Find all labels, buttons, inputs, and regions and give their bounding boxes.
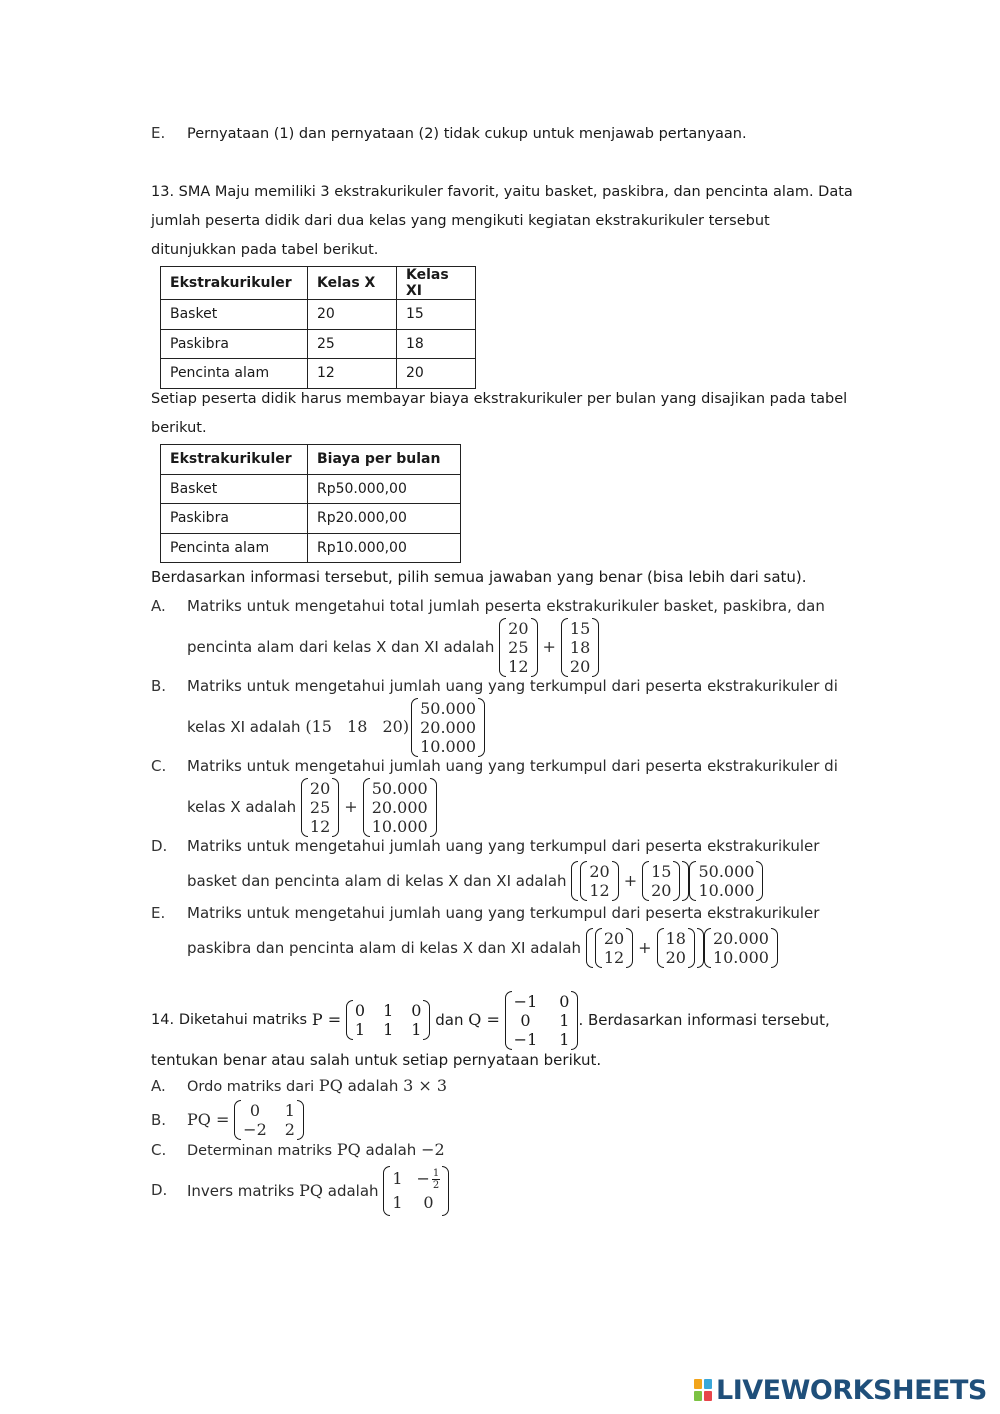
q14-option-c-text xyxy=(187,1140,445,1161)
plus-operator: + xyxy=(542,637,556,656)
matrix xyxy=(704,928,778,968)
q13-intro-text-1: SMA Maju memiliki 3 ekstrakurikuler favorit, yaitu basket, paskibra, dan pencinta alam. Data xyxy=(178,184,853,200)
table-row xyxy=(161,359,476,389)
q13-option-a-label: A. xyxy=(151,597,166,615)
matrix xyxy=(657,928,695,968)
matrix-cell: 20 xyxy=(589,862,610,881)
q13-middle-line-1: Setiap peserta didik harus membayar biaya ekstrakurikuler per bulan yang disajikan pada tabel xyxy=(151,391,848,407)
q13-option-a-text: pencinta alam dari kelas X dan XI adalah xyxy=(187,638,495,656)
matrix-p xyxy=(346,1000,431,1040)
q14-option-a-label: A. xyxy=(151,1077,166,1095)
matrix-cell: 18 xyxy=(665,929,686,948)
table-header-cell: Ekstrakurikuler xyxy=(161,267,308,300)
table-cell: Pencinta alam xyxy=(161,533,308,563)
table-row xyxy=(161,300,476,330)
table-cell: 20 xyxy=(397,359,476,389)
matrix-cell: 50.000 xyxy=(420,698,477,718)
matrix-q xyxy=(505,991,579,1050)
matrix-cell: −1 xyxy=(513,1029,538,1049)
q14-option-d-text xyxy=(187,1166,449,1216)
matrix-cell: 20 xyxy=(309,778,331,798)
q14-text-b: . Berdasarkan informasi tersebut, xyxy=(578,1011,830,1029)
matrix xyxy=(580,861,618,901)
q13-intro-line-3: ditunjukkan pada tabel berikut. xyxy=(151,242,379,258)
q13-option-b-text: kelas XI adalah xyxy=(187,718,301,736)
table-row xyxy=(161,533,461,563)
matrix-cell: 1 xyxy=(392,1169,403,1188)
matrix-cell: 0 xyxy=(423,1193,434,1212)
matrix-cell: 0 xyxy=(559,991,570,1011)
table-cell: 20 xyxy=(308,300,397,330)
q13-option-d-line2 xyxy=(187,860,763,902)
matrix xyxy=(595,928,633,968)
matrix-cell: 10.000 xyxy=(712,948,769,967)
table-cell: 18 xyxy=(397,329,476,359)
table-header-cell: Kelas XI xyxy=(397,267,476,300)
table-row xyxy=(161,504,461,534)
row-matrix: (15 18 20) xyxy=(305,717,410,736)
matrix xyxy=(301,778,339,837)
matrix-cell: 12 xyxy=(603,948,625,967)
fraction-denominator: 2 xyxy=(432,1179,440,1191)
q14-intro-line-2: tentukan benar atau salah untuk setiap pernyataan berikut. xyxy=(151,1051,602,1069)
table-header-row xyxy=(161,445,461,475)
q14-p-label: P = xyxy=(311,1010,342,1029)
q13-option-b-line1: Matriks untuk mengetahui jumlah uang yang terkumpul dari peserta ekstrakurikuler di xyxy=(187,677,838,695)
q13-option-d-text: basket dan pencinta alam di kelas X dan XI adalah xyxy=(187,872,567,890)
q14-option-a-text xyxy=(187,1076,447,1097)
q14-intro-line-1 xyxy=(151,990,830,1050)
matrix-cell: 25 xyxy=(309,797,331,817)
q14-option-d-label: D. xyxy=(151,1181,168,1199)
matrix-cell: 12 xyxy=(508,656,529,676)
matrix-cell: 1 xyxy=(392,1193,403,1212)
table-header-cell: Kelas X xyxy=(308,267,397,300)
matrix xyxy=(234,1100,304,1140)
logo-squares-icon xyxy=(694,1379,712,1401)
matrix-cell: 1 xyxy=(354,1020,366,1039)
prev-option-label: E. xyxy=(151,124,166,142)
matrix-cell: 10.000 xyxy=(698,881,755,900)
table-cell: Rp50.000,00 xyxy=(308,474,461,504)
matrix-cell: 50.000 xyxy=(371,778,428,798)
table-cell: 12 xyxy=(308,359,397,389)
q14-option-d-text-2: adalah xyxy=(327,1182,379,1200)
matrix-cell: 1 xyxy=(559,1029,570,1049)
q13-option-a-line2 xyxy=(187,618,599,676)
q13-intro-line-2: jumlah peserta didik dari dua kelas yang mengikuti kegiatan ekstrakurikuler tersebut xyxy=(151,213,770,229)
fraction xyxy=(432,1168,440,1191)
q14-option-d-math: PQ xyxy=(299,1181,323,1200)
matrix-cell: 1 xyxy=(411,1020,422,1039)
matrix xyxy=(499,618,537,677)
matrix-cell: 10.000 xyxy=(371,816,428,836)
table-header-row xyxy=(161,267,476,300)
table-cell: Basket xyxy=(161,474,308,504)
q14-option-a-math-2: 3 × 3 xyxy=(403,1076,448,1095)
q14-option-a-text-1: Ordo matriks dari xyxy=(187,1079,315,1095)
q13-middle-line-2: berikut. xyxy=(151,420,207,436)
fraction-numerator: 1 xyxy=(432,1167,440,1179)
matrix-cell: 0 xyxy=(411,1001,422,1020)
matrix-cell: 12 xyxy=(309,816,331,836)
q14-option-c-text-2: adalah xyxy=(365,1141,417,1159)
matrix-cell-fraction xyxy=(417,1167,441,1191)
q13-intro-line-1 xyxy=(151,182,853,202)
q13-option-e-line1: Matriks untuk mengetahui jumlah uang yang terkumpul dari peserta ekstrakurikuler xyxy=(187,904,820,922)
q14-option-a-text-2: adalah xyxy=(347,1077,399,1095)
matrix-cell: 1 xyxy=(383,1001,394,1020)
matrix xyxy=(642,861,680,901)
prev-option-text: Pernyataan (1) dan pernyataan (2) tidak cukup untuk menjawab pertanyaan. xyxy=(187,126,747,142)
q13-option-b-line2 xyxy=(187,698,485,756)
plus-operator: + xyxy=(623,871,638,890)
matrix-cell: 20 xyxy=(665,948,686,967)
q13-option-a-line1: Matriks untuk mengetahui total jumlah peserta ekstrakurikuler basket, paskibra, dan xyxy=(187,597,825,615)
q13-option-c-line2 xyxy=(187,778,437,836)
q13-participants-table xyxy=(160,266,476,389)
table-cell: Pencinta alam xyxy=(161,359,308,389)
q13-option-d-line1: Matriks untuk mengetahui jumlah uang yang terkumpul dari peserta ekstrakurikuler xyxy=(187,837,820,855)
matrix-cell: 20 xyxy=(508,618,529,638)
table-row xyxy=(161,474,461,504)
matrix-cell: 20.000 xyxy=(420,717,477,737)
matrix-cell: 25 xyxy=(508,637,529,657)
q13-option-c-label: C. xyxy=(151,757,167,775)
table-cell: Paskibra xyxy=(161,329,308,359)
matrix-cell: 20.000 xyxy=(371,797,428,817)
matrix xyxy=(363,778,437,837)
matrix-cell: 0 xyxy=(520,1010,531,1030)
q14-option-b-text xyxy=(187,1100,304,1140)
matrix-cell: −2 xyxy=(243,1120,267,1139)
matrix-cell: 1 xyxy=(559,1010,570,1030)
table-cell: 15 xyxy=(397,300,476,330)
matrix xyxy=(561,618,599,677)
q14-text-dan: dan xyxy=(435,1011,464,1029)
q14-option-c-label: C. xyxy=(151,1141,167,1159)
plus-operator: + xyxy=(344,797,358,816)
table-header-cell: Ekstrakurikuler xyxy=(161,445,308,475)
table-cell: Rp20.000,00 xyxy=(308,504,461,534)
q13-instruction: Berdasarkan informasi tersebut, pilih semua jawaban yang benar (bisa lebih dari satu). xyxy=(151,568,807,586)
matrix-cell: −1 xyxy=(513,991,538,1011)
matrix-cell: 10.000 xyxy=(420,736,477,756)
q13-option-c-line1: Matriks untuk mengetahui jumlah uang yang terkumpul dari peserta ekstrakurikuler di xyxy=(187,757,838,775)
matrix-cell: 18 xyxy=(569,637,591,657)
q14-text-a: Diketahui matriks xyxy=(178,1012,308,1028)
matrix-cell: 2 xyxy=(284,1120,295,1139)
table-cell: 25 xyxy=(308,329,397,359)
q14-option-b-math: PQ = xyxy=(187,1110,230,1129)
matrix xyxy=(383,1166,449,1216)
q14-q-label: Q = xyxy=(468,1010,500,1029)
table-cell: Rp10.000,00 xyxy=(308,533,461,563)
q13-option-e-line2 xyxy=(187,927,778,969)
q14-option-c-math-2: −2 xyxy=(421,1140,445,1159)
minus-sign: − xyxy=(416,1169,430,1188)
matrix-cell: 1 xyxy=(284,1101,295,1120)
matrix xyxy=(689,861,763,901)
matrix-cell: 20 xyxy=(569,656,591,676)
plus-operator: + xyxy=(638,938,652,957)
table-header-cell: Biaya per bulan xyxy=(308,445,461,475)
q14-option-c-text-1: Determinan matriks xyxy=(187,1143,333,1159)
q13-option-d-label: D. xyxy=(151,837,168,855)
matrix-cell: 0 xyxy=(249,1101,261,1120)
q14-option-c-math: PQ xyxy=(336,1140,361,1159)
q13-option-b-label: B. xyxy=(151,677,167,695)
matrix-cell: 50.000 xyxy=(698,862,755,881)
matrix xyxy=(411,698,485,757)
table-cell: Paskibra xyxy=(161,504,308,534)
matrix-cell: 20.000 xyxy=(712,929,769,948)
table-row xyxy=(161,329,476,359)
matrix-sum-group xyxy=(571,861,689,901)
matrix-cell: 15 xyxy=(651,862,672,881)
matrix-cell: 1 xyxy=(383,1020,394,1039)
matrix-cell: 15 xyxy=(569,618,591,638)
q13-option-c-text: kelas X adalah xyxy=(187,798,297,816)
q14-option-b-label: B. xyxy=(151,1111,167,1129)
q14-option-d-text-1: Invers matriks xyxy=(187,1182,295,1200)
matrix-cell: 20 xyxy=(603,929,625,948)
liveworksheets-logo xyxy=(694,1374,987,1406)
q13-option-e-text: paskibra dan pencinta alam di kelas X dan XI adalah xyxy=(187,939,582,957)
logo-text: LIVEWORKSHEETS xyxy=(716,1374,987,1406)
q13-fee-table xyxy=(160,444,461,563)
table-cell: Basket xyxy=(161,300,308,330)
matrix-cell: 20 xyxy=(651,881,672,900)
q13-option-e-label: E. xyxy=(151,904,166,922)
matrix-cell: 12 xyxy=(589,881,610,900)
q14-number: 14. xyxy=(151,1012,175,1028)
matrix-sum-group xyxy=(586,928,704,968)
q14-option-a-math: PQ xyxy=(318,1076,343,1095)
matrix-cell: 0 xyxy=(354,1001,366,1020)
q13-number: 13. xyxy=(151,184,175,200)
